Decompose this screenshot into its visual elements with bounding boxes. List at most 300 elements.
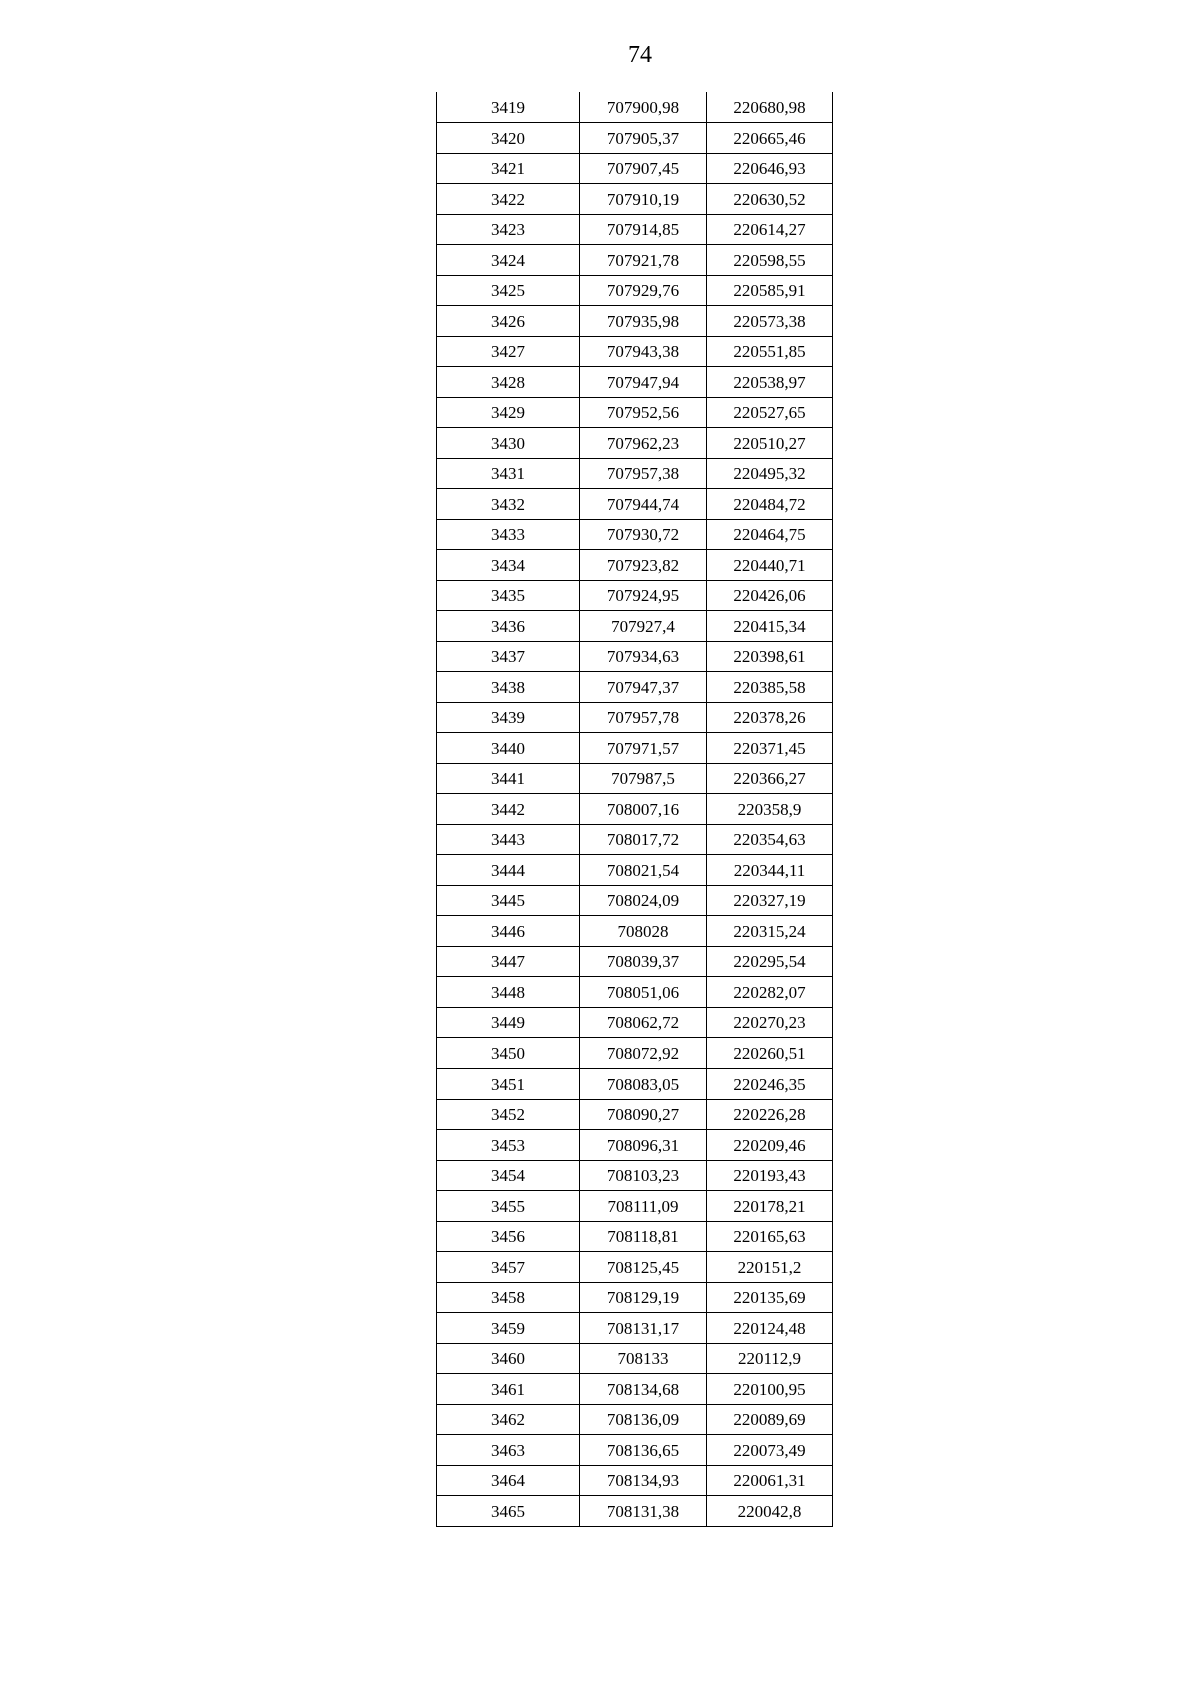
point-number-cell-text: 3448 <box>491 982 525 1002</box>
x-coordinate-cell <box>580 672 707 703</box>
x-coordinate-cell <box>580 1099 707 1130</box>
y-coordinate-cell-text: 220630,52 <box>733 189 806 209</box>
x-coordinate-cell-text: 708007,16 <box>606 799 680 819</box>
table-row <box>437 977 833 1008</box>
y-coordinate-cell <box>707 1435 833 1466</box>
y-coordinate-cell-text: 220178,21 <box>733 1196 806 1216</box>
y-coordinate-cell-text: 220089,69 <box>733 1410 806 1430</box>
x-coordinate-cell-text: 707927,4 <box>611 616 675 636</box>
point-number-cell-text: 3461 <box>491 1379 525 1399</box>
table-row <box>437 123 833 154</box>
point-number-cell-text: 3429 <box>491 403 525 423</box>
x-coordinate-cell-text: 707900,98 <box>606 98 680 118</box>
point-number-cell-text: 3445 <box>491 891 525 911</box>
table-row <box>437 1160 833 1191</box>
point-number-cell-text: 3463 <box>491 1440 525 1460</box>
y-coordinate-cell <box>707 763 833 794</box>
point-number-cell <box>437 1038 580 1069</box>
y-coordinate-cell-text: 220527,65 <box>733 403 806 423</box>
y-coordinate-cell-text: 220398,61 <box>733 647 806 667</box>
x-coordinate-cell-text: 708129,19 <box>606 1288 680 1308</box>
x-coordinate-cell <box>580 1191 707 1222</box>
y-coordinate-cell <box>707 275 833 306</box>
table-row <box>437 916 833 947</box>
table-row <box>437 1038 833 1069</box>
point-number-cell <box>437 672 580 703</box>
x-coordinate-cell-text: 708134,93 <box>606 1471 680 1491</box>
table-row <box>437 824 833 855</box>
y-coordinate-cell-text: 220484,72 <box>733 494 806 514</box>
point-number-cell <box>437 336 580 367</box>
y-coordinate-cell <box>707 1099 833 1130</box>
y-coordinate-cell <box>707 580 833 611</box>
y-coordinate-cell-text: 220193,43 <box>733 1166 806 1186</box>
x-coordinate-cell-text: 707957,38 <box>606 464 680 484</box>
y-coordinate-cell-text: 220165,63 <box>733 1227 806 1247</box>
y-coordinate-cell-text: 220151,2 <box>737 1257 802 1277</box>
point-number-cell-text: 3433 <box>491 525 525 545</box>
table-row <box>437 397 833 428</box>
y-coordinate-cell <box>707 1404 833 1435</box>
y-coordinate-cell <box>707 153 833 184</box>
y-coordinate-cell <box>707 1191 833 1222</box>
y-coordinate-cell <box>707 123 833 154</box>
y-coordinate-cell <box>707 214 833 245</box>
point-number-cell <box>437 977 580 1008</box>
point-number-cell-text: 3435 <box>491 586 525 606</box>
point-number-cell <box>437 550 580 581</box>
point-number-cell-text: 3442 <box>491 799 525 819</box>
point-number-cell <box>437 1252 580 1283</box>
x-coordinate-cell <box>580 184 707 215</box>
y-coordinate-cell <box>707 611 833 642</box>
y-coordinate-cell <box>707 489 833 520</box>
x-coordinate-cell <box>580 611 707 642</box>
table-row <box>437 1191 833 1222</box>
x-coordinate-cell <box>580 1343 707 1374</box>
y-coordinate-cell <box>707 672 833 703</box>
y-coordinate-cell <box>707 367 833 398</box>
coordinates-table <box>436 92 833 1527</box>
point-number-cell-text: 3444 <box>491 860 525 880</box>
table-row <box>437 336 833 367</box>
table-row <box>437 855 833 886</box>
x-coordinate-cell-text: 708131,38 <box>606 1501 680 1521</box>
y-coordinate-cell-text: 220585,91 <box>733 281 806 301</box>
point-number-cell <box>437 702 580 733</box>
y-coordinate-cell-text: 220646,93 <box>733 159 806 179</box>
x-coordinate-cell <box>580 397 707 428</box>
x-coordinate-cell-text: 707905,37 <box>606 128 680 148</box>
x-coordinate-cell-text: 707907,45 <box>606 159 680 179</box>
point-number-cell <box>437 1282 580 1313</box>
x-coordinate-cell-text: 708090,27 <box>606 1105 680 1125</box>
x-coordinate-cell <box>580 702 707 733</box>
y-coordinate-cell <box>707 885 833 916</box>
x-coordinate-cell-text: 708072,92 <box>606 1044 680 1063</box>
x-coordinate-cell <box>580 763 707 794</box>
x-coordinate-cell <box>580 1007 707 1038</box>
x-coordinate-cell <box>580 123 707 154</box>
point-number-cell <box>437 946 580 977</box>
y-coordinate-cell <box>707 428 833 459</box>
point-number-cell-text: 3443 <box>491 830 525 850</box>
x-coordinate-cell-text: 707914,85 <box>606 220 680 240</box>
table-row <box>437 946 833 977</box>
point-number-cell <box>437 1069 580 1100</box>
y-coordinate-cell-text: 220112,9 <box>737 1349 802 1369</box>
y-coordinate-cell <box>707 550 833 581</box>
x-coordinate-cell <box>580 489 707 520</box>
point-number-cell <box>437 1374 580 1405</box>
point-number-cell-text: 3462 <box>491 1410 525 1430</box>
point-number-cell-text: 3454 <box>491 1166 525 1186</box>
point-number-cell-text: 3457 <box>491 1257 525 1277</box>
table-row <box>437 1130 833 1161</box>
point-number-cell <box>437 580 580 611</box>
point-number-cell-text: 3428 <box>491 372 525 392</box>
y-coordinate-cell-text: 220042,8 <box>737 1501 802 1521</box>
x-coordinate-cell <box>580 153 707 184</box>
point-number-cell-text: 3460 <box>491 1349 525 1369</box>
table-row <box>437 885 833 916</box>
x-coordinate-cell-text: 708039,37 <box>606 952 680 972</box>
x-coordinate-cell <box>580 1313 707 1344</box>
y-coordinate-cell-text: 220680,98 <box>733 98 806 118</box>
y-coordinate-cell <box>707 1496 833 1527</box>
point-number-cell-text: 3453 <box>491 1135 525 1155</box>
y-coordinate-cell-text: 220510,27 <box>733 433 806 453</box>
point-number-cell <box>437 275 580 306</box>
point-number-cell <box>437 885 580 916</box>
point-number-cell <box>437 92 580 123</box>
table-row <box>437 1374 833 1405</box>
y-coordinate-cell-text: 220226,28 <box>733 1105 806 1125</box>
table-row <box>437 245 833 276</box>
point-number-cell-text: 3434 <box>491 555 525 575</box>
y-coordinate-cell <box>707 245 833 276</box>
x-coordinate-cell <box>580 92 707 123</box>
x-coordinate-cell-text: 707930,72 <box>606 525 680 545</box>
table-row <box>437 367 833 398</box>
point-number-cell-text: 3431 <box>491 464 525 484</box>
table-row <box>437 1343 833 1374</box>
table-row <box>437 1069 833 1100</box>
table-row <box>437 1252 833 1283</box>
x-coordinate-cell <box>580 916 707 947</box>
x-coordinate-cell-text: 708134,68 <box>606 1379 680 1399</box>
x-coordinate-cell-text: 708062,72 <box>606 1013 680 1033</box>
x-coordinate-cell-text: 708103,23 <box>606 1166 680 1186</box>
y-coordinate-cell <box>707 1343 833 1374</box>
y-coordinate-cell-text: 220665,46 <box>733 128 806 148</box>
point-number-cell <box>437 1404 580 1435</box>
x-coordinate-cell <box>580 1435 707 1466</box>
point-number-cell <box>437 611 580 642</box>
x-coordinate-cell <box>580 794 707 825</box>
x-coordinate-cell-text: 707943,38 <box>606 342 680 362</box>
y-coordinate-cell-text: 220073,49 <box>733 1440 806 1460</box>
point-number-cell <box>437 1160 580 1191</box>
x-coordinate-cell <box>580 1252 707 1283</box>
y-coordinate-cell-text: 220270,23 <box>733 1013 806 1033</box>
x-coordinate-cell-text: 707944,74 <box>606 494 680 514</box>
table-row <box>437 1435 833 1466</box>
point-number-cell-text: 3464 <box>491 1471 525 1491</box>
x-coordinate-cell <box>580 1496 707 1527</box>
y-coordinate-cell <box>707 916 833 947</box>
y-coordinate-cell-text: 220295,54 <box>733 952 806 972</box>
point-number-cell-text: 3465 <box>491 1501 525 1521</box>
y-coordinate-cell <box>707 1252 833 1283</box>
x-coordinate-cell <box>580 855 707 886</box>
x-coordinate-cell <box>580 458 707 489</box>
table-row <box>437 489 833 520</box>
point-number-cell <box>437 1130 580 1161</box>
y-coordinate-cell <box>707 855 833 886</box>
table-row <box>437 1404 833 1435</box>
x-coordinate-cell-text: 708024,09 <box>606 891 680 911</box>
table-row <box>437 519 833 550</box>
point-number-cell-text: 3439 <box>491 708 525 728</box>
y-coordinate-cell-text: 220426,06 <box>733 586 806 606</box>
point-number-cell-text: 3437 <box>491 647 525 667</box>
point-number-cell <box>437 123 580 154</box>
point-number-cell-text: 3447 <box>491 952 525 972</box>
point-number-cell <box>437 184 580 215</box>
x-coordinate-cell <box>580 306 707 337</box>
x-coordinate-cell <box>580 885 707 916</box>
table-row <box>437 1099 833 1130</box>
point-number-cell-text: 3430 <box>491 433 525 453</box>
x-coordinate-cell-text: 707947,94 <box>606 372 680 392</box>
x-coordinate-cell-text: 707910,19 <box>606 189 680 209</box>
y-coordinate-cell <box>707 1282 833 1313</box>
table-row <box>437 580 833 611</box>
point-number-cell <box>437 1435 580 1466</box>
y-coordinate-cell-text: 220366,27 <box>733 769 806 789</box>
x-coordinate-cell-text: 707934,63 <box>606 647 680 667</box>
point-number-cell-text: 3419 <box>491 98 525 118</box>
point-number-cell-text: 3446 <box>491 921 525 941</box>
point-number-cell-text: 3459 <box>491 1318 525 1338</box>
point-number-cell-text: 3451 <box>491 1074 525 1094</box>
y-coordinate-cell-text: 220282,07 <box>733 982 806 1002</box>
x-coordinate-cell-text: 708021,54 <box>606 860 680 880</box>
x-coordinate-cell <box>580 1221 707 1252</box>
y-coordinate-cell-text: 220538,97 <box>733 372 806 392</box>
point-number-cell-text: 3452 <box>491 1105 525 1125</box>
x-coordinate-cell-text: 708125,45 <box>606 1257 680 1277</box>
x-coordinate-cell-text: 707987,5 <box>611 769 675 789</box>
x-coordinate-cell <box>580 946 707 977</box>
point-number-cell-text: 3456 <box>491 1227 525 1247</box>
point-number-cell-text: 3458 <box>491 1288 525 1308</box>
x-coordinate-cell-text: 708096,31 <box>606 1135 680 1155</box>
x-coordinate-cell-text: 707952,56 <box>606 403 680 423</box>
point-number-cell-text: 3424 <box>491 250 525 270</box>
y-coordinate-cell-text: 220344,11 <box>733 860 806 880</box>
y-coordinate-cell-text: 220100,95 <box>733 1379 806 1399</box>
x-coordinate-cell <box>580 1130 707 1161</box>
y-coordinate-cell-text: 220385,58 <box>733 677 806 697</box>
x-coordinate-cell-text: 707971,57 <box>606 738 680 758</box>
point-number-cell <box>437 1343 580 1374</box>
x-coordinate-cell <box>580 1038 707 1069</box>
y-coordinate-cell <box>707 397 833 428</box>
x-coordinate-cell-text: 707923,82 <box>606 555 680 575</box>
y-coordinate-cell <box>707 306 833 337</box>
point-number-cell-text: 3449 <box>491 1013 525 1033</box>
y-coordinate-cell-text: 220573,38 <box>733 311 806 331</box>
point-number-cell <box>437 214 580 245</box>
y-coordinate-cell <box>707 336 833 367</box>
x-coordinate-cell-text: 707924,95 <box>606 586 680 606</box>
x-coordinate-cell-text: 708133 <box>617 1349 669 1369</box>
x-coordinate-cell <box>580 1069 707 1100</box>
point-number-cell <box>437 1465 580 1496</box>
x-coordinate-cell <box>580 977 707 1008</box>
y-coordinate-cell-text: 220124,48 <box>733 1318 806 1338</box>
y-coordinate-cell-text: 220135,69 <box>733 1288 806 1308</box>
point-number-cell-text: 3426 <box>491 311 525 331</box>
table-row <box>437 733 833 764</box>
point-number-cell <box>437 794 580 825</box>
x-coordinate-cell <box>580 824 707 855</box>
y-coordinate-cell <box>707 1465 833 1496</box>
table-row <box>437 184 833 215</box>
y-coordinate-cell-text: 220246,35 <box>733 1074 806 1094</box>
x-coordinate-cell <box>580 275 707 306</box>
point-number-cell <box>437 1099 580 1130</box>
table-row <box>437 794 833 825</box>
table-row <box>437 1007 833 1038</box>
x-coordinate-cell-text: 708136,65 <box>606 1440 680 1460</box>
point-number-cell-text: 3420 <box>491 128 525 148</box>
point-number-cell <box>437 458 580 489</box>
y-coordinate-cell-text: 220327,19 <box>733 891 806 911</box>
point-number-cell-text: 3440 <box>491 738 525 758</box>
y-coordinate-cell <box>707 519 833 550</box>
y-coordinate-cell-text: 220354,63 <box>733 830 806 850</box>
x-coordinate-cell-text: 707935,98 <box>606 311 680 331</box>
point-number-cell <box>437 824 580 855</box>
table-row <box>437 458 833 489</box>
point-number-cell <box>437 1007 580 1038</box>
x-coordinate-cell-text: 708111,09 <box>607 1196 679 1216</box>
point-number-cell-text: 3425 <box>491 281 525 301</box>
x-coordinate-cell-text: 708017,72 <box>606 830 680 850</box>
x-coordinate-cell-text: 708118,81 <box>607 1227 679 1247</box>
point-number-cell <box>437 428 580 459</box>
y-coordinate-cell <box>707 977 833 1008</box>
point-number-cell-text: 3441 <box>491 769 525 789</box>
x-coordinate-cell-text: 708136,09 <box>606 1410 680 1430</box>
page-number: 74 <box>628 42 652 68</box>
x-coordinate-cell <box>580 1282 707 1313</box>
table-row <box>437 1465 833 1496</box>
table-row <box>437 1313 833 1344</box>
x-coordinate-cell <box>580 245 707 276</box>
point-number-cell <box>437 1221 580 1252</box>
x-coordinate-cell-text: 707957,78 <box>606 708 680 728</box>
table-row <box>437 428 833 459</box>
point-number-cell <box>437 397 580 428</box>
table-body <box>437 92 833 1526</box>
point-number-cell <box>437 489 580 520</box>
x-coordinate-cell <box>580 1404 707 1435</box>
x-coordinate-cell-text: 707929,76 <box>606 281 680 301</box>
point-number-cell <box>437 1313 580 1344</box>
y-coordinate-cell-text: 220358,9 <box>737 799 802 819</box>
point-number-cell-text: 3421 <box>491 159 525 179</box>
y-coordinate-cell-text: 220614,27 <box>733 220 806 240</box>
x-coordinate-cell-text: 708131,17 <box>606 1318 680 1338</box>
point-number-cell-text: 3438 <box>491 677 525 697</box>
point-number-cell-text: 3450 <box>491 1044 525 1063</box>
point-number-cell <box>437 1496 580 1527</box>
y-coordinate-cell-text: 220598,55 <box>733 250 806 270</box>
y-coordinate-cell <box>707 458 833 489</box>
y-coordinate-cell <box>707 733 833 764</box>
x-coordinate-cell <box>580 580 707 611</box>
point-number-cell-text: 3422 <box>491 189 525 209</box>
y-coordinate-cell <box>707 641 833 672</box>
y-coordinate-cell <box>707 1007 833 1038</box>
point-number-cell-text: 3427 <box>491 342 525 362</box>
point-number-cell-text: 3455 <box>491 1196 525 1216</box>
y-coordinate-cell-text: 220495,32 <box>733 464 806 484</box>
y-coordinate-cell <box>707 702 833 733</box>
y-coordinate-cell <box>707 946 833 977</box>
table-row <box>437 92 833 123</box>
point-number-cell <box>437 306 580 337</box>
point-number-cell <box>437 1191 580 1222</box>
point-number-cell-text: 3432 <box>491 494 525 514</box>
x-coordinate-cell-text: 708083,05 <box>606 1074 680 1094</box>
table-row <box>437 763 833 794</box>
point-number-cell <box>437 763 580 794</box>
x-coordinate-cell <box>580 214 707 245</box>
x-coordinate-cell <box>580 367 707 398</box>
table-row <box>437 702 833 733</box>
x-coordinate-cell <box>580 641 707 672</box>
x-coordinate-cell <box>580 1374 707 1405</box>
point-number-cell-text: 3436 <box>491 616 525 636</box>
x-coordinate-cell-text: 708028 <box>617 921 669 941</box>
x-coordinate-cell <box>580 1160 707 1191</box>
y-coordinate-cell-text: 220061,31 <box>733 1471 806 1491</box>
x-coordinate-cell <box>580 519 707 550</box>
x-coordinate-cell-text: 708051,06 <box>606 982 680 1002</box>
y-coordinate-cell <box>707 794 833 825</box>
table-row <box>437 611 833 642</box>
x-coordinate-cell <box>580 733 707 764</box>
y-coordinate-cell <box>707 1160 833 1191</box>
table-row <box>437 672 833 703</box>
table-row <box>437 275 833 306</box>
point-number-cell <box>437 916 580 947</box>
x-coordinate-cell-text: 707921,78 <box>606 250 680 270</box>
table-row <box>437 153 833 184</box>
point-number-cell <box>437 733 580 764</box>
table-row <box>437 306 833 337</box>
y-coordinate-cell-text: 220415,34 <box>733 616 806 636</box>
y-coordinate-cell <box>707 92 833 123</box>
point-number-cell <box>437 641 580 672</box>
y-coordinate-cell <box>707 1374 833 1405</box>
table-row <box>437 214 833 245</box>
